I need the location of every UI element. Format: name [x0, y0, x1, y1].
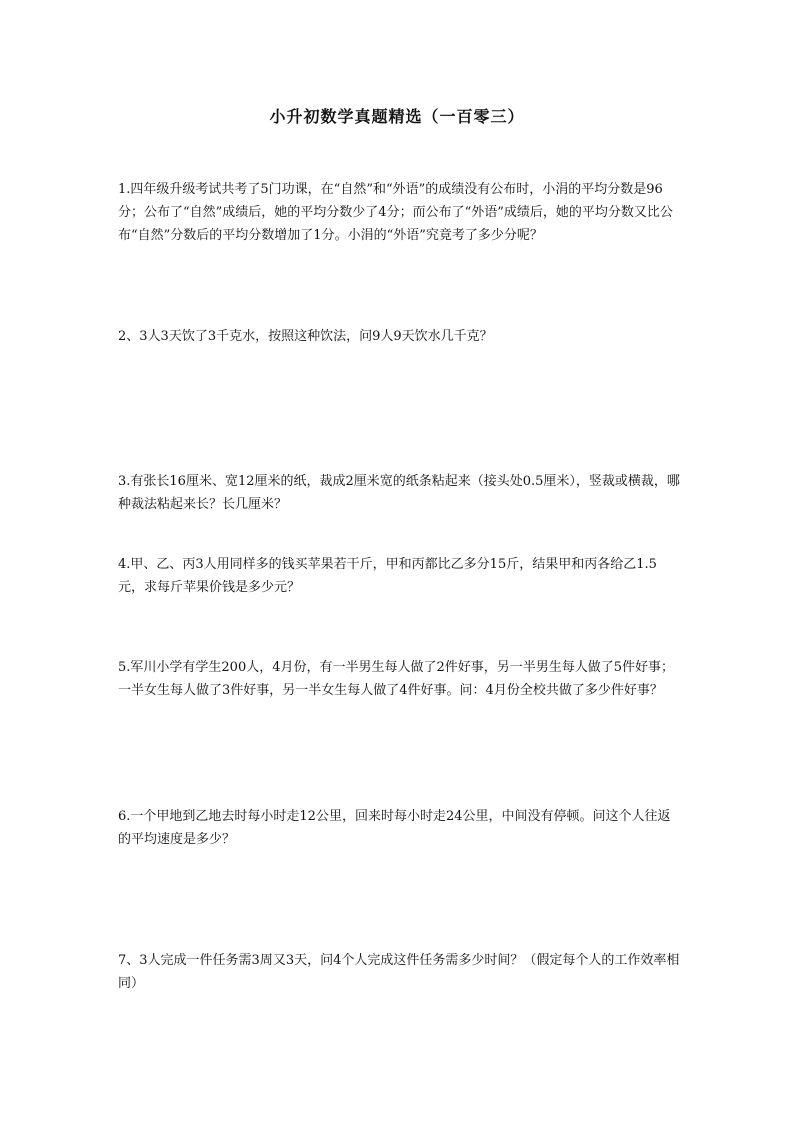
question-7: 7、3人完成一件任务需3周又3天，问4个人完成这件任务需多少时间？（假定每个人的工作效率相同） — [118, 953, 680, 991]
question-5: 5.军川小学有学生200人，4月份，有一半男生每人做了2件好事，另一半男生每人做了5件好事；一半女生每人做了3件好事，另一半女生每人做了4件好事。问：4月份全校共做了多少件好事？ — [118, 660, 675, 698]
question-3: 3.有张长16厘米、宽12厘米的纸，裁成2厘米宽的纸条粘起来（接头处0.5厘米），竖裁或横裁，哪种裁法粘起来长？长几厘米？ — [118, 474, 680, 512]
question-2: 2、3人3天饮了3千克水，按照这种饮法，问9人9天饮水几千克？ — [118, 329, 493, 344]
question-4: 4.甲、乙、丙3人用同样多的钱买苹果若干斤，甲和丙都比乙多分15斤，结果甲和丙各给乙1.5元，求每斤苹果价钱是多少元？ — [118, 557, 657, 595]
question-6: 6.一个甲地到乙地去时每小时走12公里，回来时每小时走24公里，中间没有停顿。问这个人往返的平均速度是多少？ — [118, 809, 671, 847]
question-1: 1.四年级升级考试共考了5门功课，在“自然”和“外语”的成绩没有公布时，小涓的平均分数是96分；公布了“自然”成绩后，她的平均分数少了4分；而公布了“外语”成绩后，她的平均分数又比公布“自然”分数后的平均分数增加了1分。小涓的“外语”究竟考了多少分呢？ — [118, 182, 673, 243]
page-title: 小升初数学真题精选（一百零三） — [269, 107, 525, 126]
